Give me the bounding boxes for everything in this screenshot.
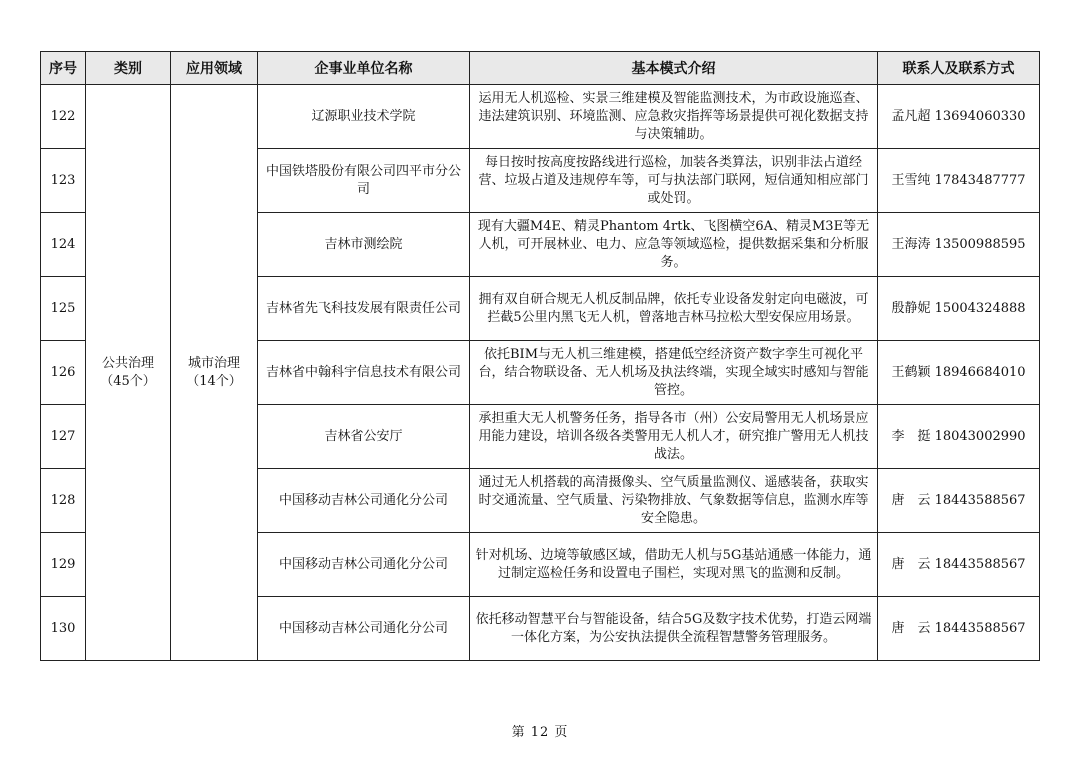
row-desc: 承担重大无人机警务任务，指导各市（州）公安局警用无人机场景应用能力建设，培训各级各类警用无人机人才，研究推广警用无人机技战法。 — [470, 405, 878, 469]
row-contact: 唐 云 18443588567 — [878, 469, 1040, 533]
row-desc: 依托BIM与无人机三维建模，搭建低空经济资产数字孪生可视化平台，结合物联设备、无人机场及执法终端，实现全域实时感知与智能管控。 — [470, 341, 878, 405]
row-contact: 王鹤颖 18946684010 — [878, 341, 1040, 405]
row-unit: 中国移动吉林公司通化分公司 — [258, 533, 470, 597]
enterprise-table — [40, 51, 1040, 661]
row-contact: 殷静妮 15004324888 — [878, 277, 1040, 341]
row-contact: 李 挺 18043002990 — [878, 405, 1040, 469]
row-desc: 通过无人机搭载的高清摄像头、空气质量监测仪、遥感装备，获取实时交通流量、空气质量、污染物排放、气象数据等信息，监测水库等安全隐患。 — [470, 469, 878, 533]
row-contact: 唐 云 18443588567 — [878, 533, 1040, 597]
row-desc: 依托移动智慧平台与智能设备，结合5G及数字技术优势，打造云网端一体化方案，为公安执法提供全流程智慧警务管理服务。 — [470, 597, 878, 661]
field-name: 城市治理 — [187, 355, 240, 371]
row-desc: 针对机场、边境等敏感区域，借助无人机与5G基站通感一体能力，通过制定巡检任务和设置电子围栏，实现对黑飞的监测和反制。 — [470, 533, 878, 597]
header-contact: 联系人及联系方式 — [878, 52, 1040, 85]
row-seq: 126 — [41, 341, 86, 405]
row-contact: 王雪纯 17843487777 — [878, 149, 1040, 213]
row-seq: 124 — [41, 213, 86, 277]
row-unit: 吉林市测绘院 — [258, 213, 470, 277]
field-cell — [171, 85, 258, 661]
row-seq: 123 — [41, 149, 86, 213]
row-unit: 中国移动吉林公司通化分公司 — [258, 469, 470, 533]
row-seq: 125 — [41, 277, 86, 341]
category-count: （45个） — [100, 373, 156, 389]
table-header-row — [41, 52, 1040, 85]
row-contact: 孟凡超 13694060330 — [878, 85, 1040, 149]
row-unit: 吉林省先飞科技发展有限责任公司 — [258, 277, 470, 341]
row-unit: 吉林省公安厅 — [258, 405, 470, 469]
header-unit: 企事业单位名称 — [258, 52, 470, 85]
row-desc: 每日按时按高度按路线进行巡检，加装各类算法，识别非法占道经营、垃圾占道及违规停车等，可与执法部门联网，短信通知相应部门或处罚。 — [470, 149, 878, 213]
row-seq: 128 — [41, 469, 86, 533]
row-seq: 130 — [41, 597, 86, 661]
row-unit: 吉林省中翰科宇信息技术有限公司 — [258, 341, 470, 405]
row-unit: 中国移动吉林公司通化分公司 — [258, 597, 470, 661]
row-desc: 运用无人机巡检、实景三维建模及智能监测技术，为市政设施巡查、违法建筑识别、环境监测、应急救灾指挥等场景提供可视化数据支持与决策辅助。 — [470, 85, 878, 149]
category-name: 公共治理 — [101, 355, 154, 371]
category-cell — [86, 85, 171, 661]
header-seq: 序号 — [41, 52, 86, 85]
table-row — [41, 85, 1040, 149]
row-unit: 中国铁塔股份有限公司四平市分公司 — [258, 149, 470, 213]
row-unit: 辽源职业技术学院 — [258, 85, 470, 149]
row-contact: 唐 云 18443588567 — [878, 597, 1040, 661]
row-desc: 拥有双自研合规无人机反制品牌，依托专业设备发射定向电磁波，可拦截5公里内黑飞无人机，曾落地吉林马拉松大型安保应用场景。 — [470, 277, 878, 341]
row-seq: 122 — [41, 85, 86, 149]
header-desc: 基本模式介绍 — [470, 52, 878, 85]
row-contact: 王海涛 13500988595 — [878, 213, 1040, 277]
header-field: 应用领域 — [171, 52, 258, 85]
row-desc: 现有大疆M4E、精灵Phantom 4rtk、飞图横空6A、精灵M3E等无人机，可开展林业、电力、应急等领域巡检，提供数据采集和分析服务。 — [470, 213, 878, 277]
row-seq: 127 — [41, 405, 86, 469]
row-seq: 129 — [41, 533, 86, 597]
field-count: （14个） — [186, 373, 242, 389]
header-category: 类别 — [86, 52, 171, 85]
page-number: 第 12 页 — [511, 725, 569, 740]
